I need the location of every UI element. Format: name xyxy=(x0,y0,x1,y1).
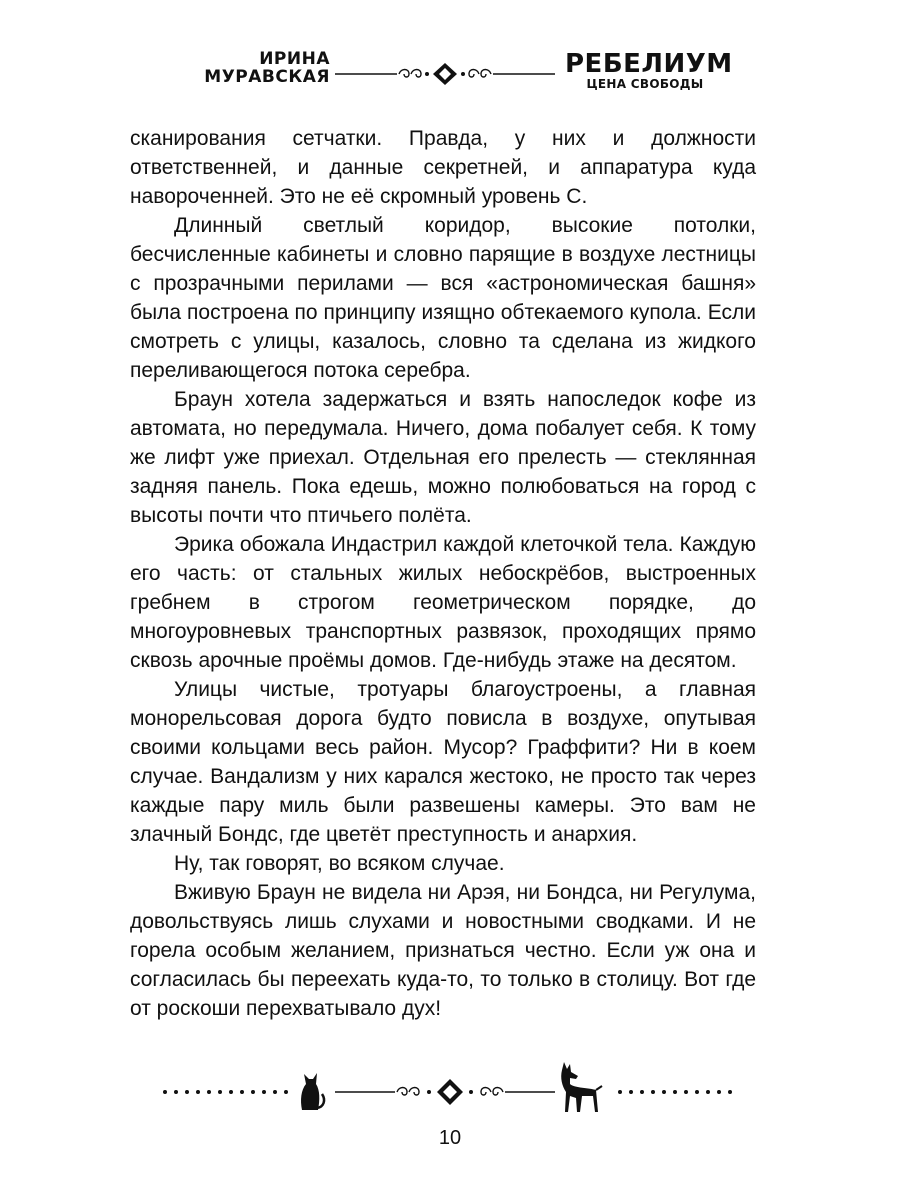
cat-icon xyxy=(301,1073,324,1110)
body-text xyxy=(130,124,756,1023)
doberman-icon xyxy=(561,1062,602,1112)
paragraph: сканирования сетчатки. Правда, у них и должности ответственней, и данные секретней, и аппаратура куда навороченней. Это не её скромный уровень С. xyxy=(130,127,756,208)
author-first-name: ИРИНА xyxy=(259,49,330,69)
ornament-diamond-icon xyxy=(335,1079,555,1105)
paragraph: Вживую Браун не видела ни Арэя, ни Бондса, ни Регулума, довольствуясь лишь слухами и новостными сводками. И не горела особым желанием, признаться честно. Если уж она и согласилась бы переехать куда-то, то только в столицу. Вот где от роскоши перехватывало дух! xyxy=(130,881,756,1020)
book-title xyxy=(565,49,733,91)
book-title-main: РЕБЕЛИУМ xyxy=(565,49,733,79)
paragraph: Эрика обожала Индастрил каждой клеточкой тела. Каждую его часть: от стальных жилых небоскрёбов, выстроенных гребнем в строгом геометрическом порядке, до многоуровневых транспортных развязок, проходящих прямо сквозь арочные проёмы домов. Где-нибудь этаже на десятом. xyxy=(130,533,756,672)
page-number: 10 xyxy=(438,1127,462,1149)
running-header xyxy=(150,50,750,100)
author-last-name: МУРАВСКАЯ xyxy=(204,67,330,87)
author-name xyxy=(180,50,330,86)
book-subtitle: ЦЕНА СВОБОДЫ xyxy=(586,77,704,91)
paragraph: Ну, так говорят, во всяком случае. xyxy=(174,852,505,875)
paragraph: Браун хотела задержаться и взять напоследок кофе из автомата, но передумала. Ничего, дома побалует себя. К тому же лифт уже приехал. Отдельная его прелесть — стеклянная задняя панель. Пока едешь, можно полюбоваться на город с высоты почти что птичьего полёта. xyxy=(130,388,756,527)
ornament-diamond-icon xyxy=(335,62,555,86)
paragraph: Длинный светлый коридор, высокие потолки, бесчисленные кабинеты и словно парящие в воздухе лестницы с прозрачными перилами — вся «астрономическая башня» была построена по принципу изящно обтекаемого купола. Если смотреть с улицы, казалось, словно та сделана из жидкого переливающегося потока серебра. xyxy=(130,214,756,382)
footer-ornament xyxy=(150,1060,750,1120)
paragraph: Улицы чистые, тротуары благоустроены, а главная монорельсовая дорога будто повисла в воздухе, опутывая своими кольцами весь район. Мусор? Граффити? Ни в коем случае. Вандализм у них карался жестоко, не просто так через каждые пару миль были развешены камеры. Это вам не злачный Бондс, где цветёт преступность и анархия. xyxy=(130,678,756,846)
dotted-line-left xyxy=(163,1090,288,1094)
dotted-line-right xyxy=(618,1090,732,1094)
